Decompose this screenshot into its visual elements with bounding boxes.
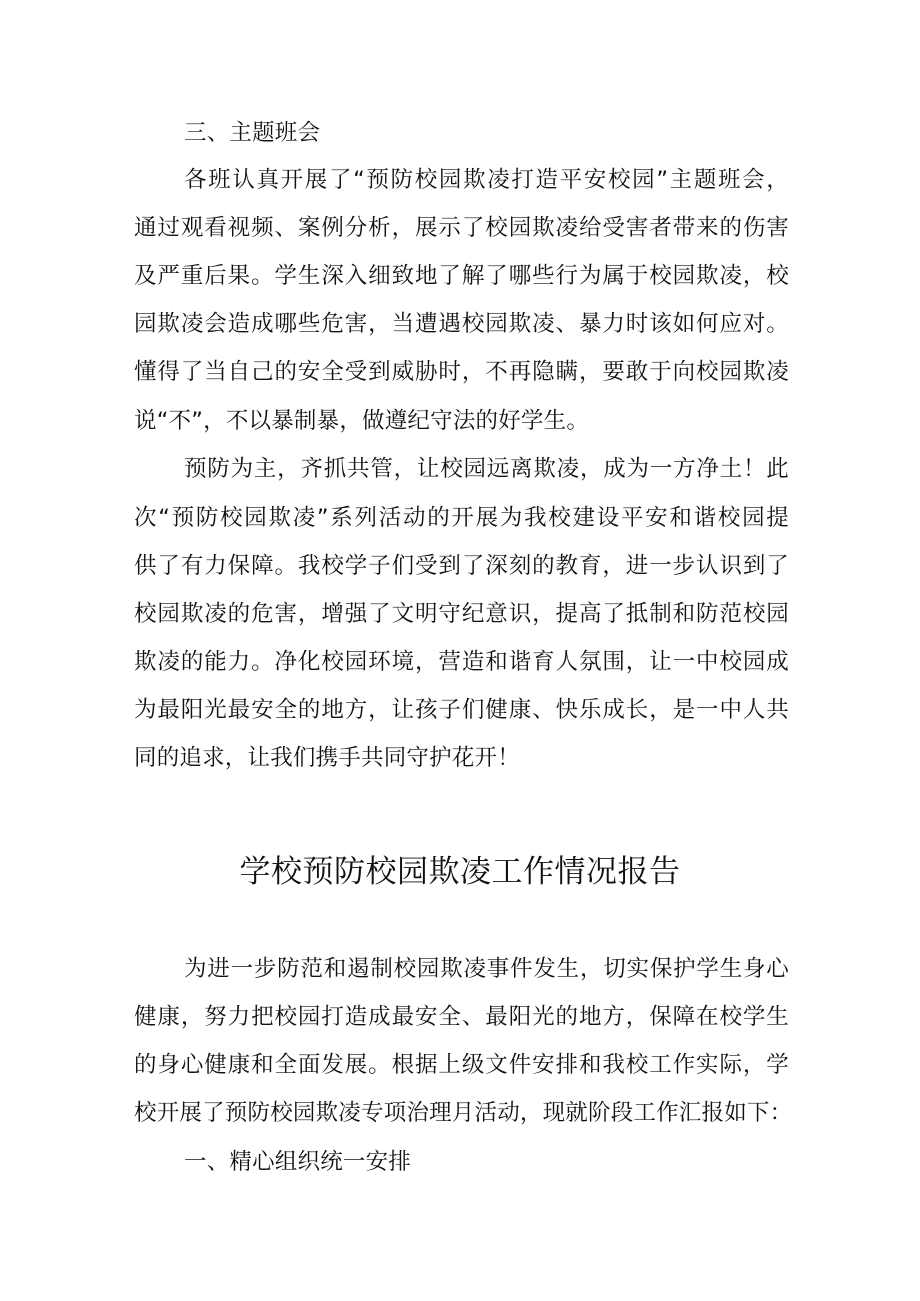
- paragraph-line: 为最阳光最安全的地方，让孩子们健康、快乐成长，是一中人共: [134, 697, 789, 723]
- paragraph-line: 及严重后果。学生深入细致地了解了哪些行为属于校园欺凌，校: [134, 263, 789, 289]
- paragraph-line: 懂得了当自己的安全受到威胁时，不再隐瞒，要敢于向校园欺凌: [134, 359, 789, 385]
- subheading-organize-arrange: 一、精心组织统一安排: [184, 1149, 412, 1175]
- paragraph-line: 欺凌的能力。净化校园环境，营造和谐育人氛围，让一中校园成: [134, 649, 789, 675]
- report-title: 学校预防校园欺凌工作情况报告: [239, 854, 681, 890]
- paragraph-line: 说“不”，不以暴制暴，做遵纪守法的好学生。: [134, 408, 590, 434]
- paragraph-line: 同的追求，让我们携手共同守护花开！: [134, 745, 520, 771]
- paragraph-line: 校开展了预防校园欺凌专项治理月活动，现就阶段工作汇报如下：: [134, 1100, 793, 1126]
- paragraph-line: 供了有力保障。我校学子们受到了深刻的教育，进一步认识到了: [134, 553, 789, 579]
- paragraph-line: 各班认真开展了“预防校园欺凌打造平安校园”主题班会，: [184, 167, 789, 193]
- paragraph-line: 的身心健康和全面发展。根据上级文件安排和我校工作实际，学: [134, 1052, 789, 1078]
- paragraph-line: 预防为主，齐抓共管，让校园远离欺凌，成为一方净土！此: [184, 456, 789, 482]
- paragraph-line: 次“预防校园欺凌”系列活动的开展为我校建设平安和谐校园提: [134, 505, 789, 531]
- paragraph-line: 通过观看视频、案例分析，展示了校园欺凌给受害者带来的伤害: [134, 215, 789, 241]
- section-heading-class-meeting: 三、主题班会: [184, 120, 321, 146]
- paragraph-line: 为进一步防范和遏制校园欺凌事件发生，切实保护学生身心: [184, 956, 789, 982]
- paragraph-line: 园欺凌会造成哪些危害，当遭遇校园欺凌、暴力时该如何应对。: [134, 311, 789, 337]
- paragraph-line: 校园欺凌的危害，增强了文明守纪意识，提高了抵制和防范校园: [134, 601, 789, 627]
- paragraph-line: 健康，努力把校园打造成最安全、最阳光的地方，保障在校学生: [134, 1004, 789, 1030]
